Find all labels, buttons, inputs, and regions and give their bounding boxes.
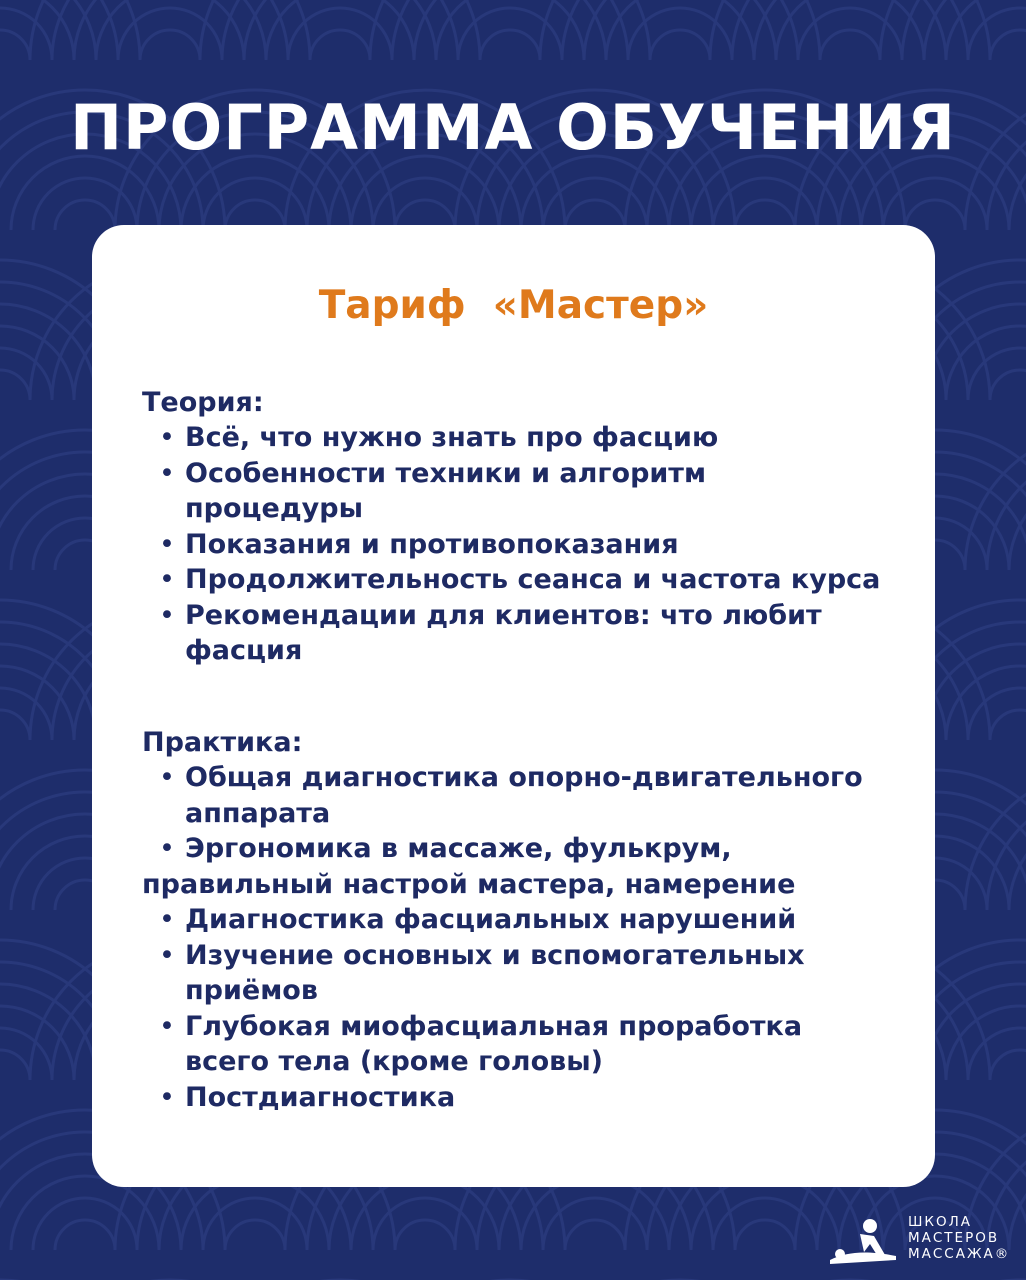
bullet-icon: • [159,939,175,971]
decorative-arc [968,1028,1026,1080]
decorative-arc [798,8,902,60]
decorative-arc [946,0,1026,60]
decorative-arc [55,200,115,230]
practice-list [142,760,922,1115]
decorative-arc [0,984,96,1080]
decorative-arc [628,8,732,60]
bullet-icon: • [159,599,175,631]
decorative-arc [924,644,1026,740]
decorative-arc [543,178,647,230]
decorative-arc [30,0,310,60]
decorative-arc [0,0,96,60]
decorative-arc [562,0,798,60]
decorative-arc [540,0,820,60]
decorative-arc [74,0,266,60]
list-item: • Всё, что нужно знать про фасцию [142,420,922,456]
bullet-icon: • [159,833,175,864]
decorative-arc [0,326,74,400]
decorative-arc [0,304,96,400]
decorative-arc [521,1176,669,1250]
decorative-arc [710,0,990,60]
decorative-arc [480,30,540,60]
decorative-arc [0,1006,74,1080]
decorative-arc [990,30,1026,60]
decorative-arc [244,0,436,60]
bullet-icon: • [159,528,175,560]
decorative-arc [0,666,74,740]
list-item: • Диагностика фасциальных нарушений [142,902,922,938]
decorative-arc [732,0,968,60]
decorative-arc [861,156,1009,230]
decorative-arc [96,0,244,60]
decorative-arc [0,0,140,60]
decorative-arc [0,710,30,740]
program-card [92,225,935,1187]
decorative-arc [222,0,458,60]
decorative-arc [924,0,1026,60]
list-item: • Постдиагностика [142,1080,922,1116]
list-item: • Общая диагностика опорно-двигательного аппарата [159,762,863,829]
decorative-arc [33,1198,137,1250]
decorative-arc [691,1176,839,1250]
decorative-arc [55,1220,115,1250]
bullet-icon: • [159,1010,175,1042]
list-item: • Продолжительность сеанса и частота курса [142,562,922,598]
decorative-arc [181,1176,329,1250]
logo-text: ШКОЛА МАСТЕРОВ МАССАЖА® [908,1214,1011,1262]
decorative-arc [880,0,1026,60]
decorative-arc [0,0,118,60]
decorative-arc [883,178,987,230]
decorative-arc [310,30,370,60]
decorative-arc [351,156,499,230]
decorative-arc [288,8,392,60]
decorative-arc [987,792,1026,910]
decorative-arc [713,178,817,230]
theory-heading: Теория: [142,387,264,418]
decorative-arc [776,0,924,60]
decorative-arc [606,0,754,60]
bullet-icon: • [159,762,175,793]
decorative-arc [203,178,307,230]
list-item: • Глубокая миофасциальная проработка всего тела (кроме головы) [159,1010,803,1077]
list-item: • Эргономика в массаже, фулькрум, правильный настрой мастера, намерение [142,833,796,900]
decorative-arc [0,1050,30,1080]
decorative-arc [968,348,1026,400]
decorative-arc [0,1028,52,1080]
bullet-icon: • [159,1081,175,1113]
decorative-arc [691,156,839,230]
list-item: • Показания и противопоказания [142,527,922,563]
decorative-arc [0,8,52,60]
decorative-arc [902,0,1026,60]
bullet-icon: • [159,904,175,935]
decorative-arc [584,0,776,60]
decorative-arc [965,430,1026,570]
decorative-arc [392,0,628,60]
decorative-arc [33,178,137,230]
decorative-arc [924,304,1026,400]
tariff-title: Тариф «Мастер» [318,283,709,328]
school-logo [826,1212,1016,1272]
decorative-arc [0,30,30,60]
decorative-arc [0,644,96,740]
decorative-arc [987,452,1026,570]
decorative-arc [52,0,288,60]
decorative-arc [266,0,414,60]
bullet-icon: • [159,422,175,453]
practice-heading: Практика: [142,727,303,758]
decorative-arc [395,1220,455,1250]
decorative-arc [436,0,584,60]
bullet-icon: • [159,564,175,595]
decorative-arc [565,1220,625,1250]
decorative-arc [946,1006,1026,1080]
decorative-arc [1009,474,1026,570]
decorative-arc [990,1050,1026,1080]
decorative-arc [373,1198,477,1250]
decorative-arc [905,200,965,230]
decorative-arc [11,1176,159,1250]
decorative-arc [0,370,30,400]
massage-logo-icon [826,1216,900,1268]
decorative-arc [11,156,159,230]
decorative-arc [820,30,880,60]
decorative-arc [370,0,650,60]
decorative-arc [0,688,52,740]
decorative-arc [968,688,1026,740]
decorative-arc [140,30,200,60]
decorative-arc [181,156,329,230]
decorative-arc [203,1198,307,1250]
decorative-arc [965,770,1026,910]
list-item: • Изучение основных и вспомогательных приёмов [159,939,805,1006]
decorative-arc [1009,814,1026,910]
list-item: • Особенности техники и алгоритм процедуры [159,457,707,524]
decorative-arc [351,1176,499,1250]
decorative-arc [713,1198,817,1250]
decorative-arc [990,710,1026,740]
decorative-arc [521,156,669,230]
decorative-arc [650,30,710,60]
decorative-arc [0,348,52,400]
decorative-arc [735,1220,795,1250]
decorative-arc [543,1198,647,1250]
decorative-arc [118,8,222,60]
page-title: ПРОГРАММА ОБУЧЕНИЯ [70,91,956,164]
list-item: • Рекомендации для клиентов: что любит фасция [159,599,822,666]
decorative-arc [990,370,1026,400]
decorative-arc [225,1220,285,1250]
decorative-arc [458,8,562,60]
decorative-arc [754,0,946,60]
decorative-arc [946,326,1026,400]
decorative-arc [373,178,477,230]
bullet-icon: • [159,457,175,489]
decorative-arc [0,0,74,60]
decorative-arc [924,984,1026,1080]
decorative-arc [968,8,1026,60]
decorative-arc [200,0,480,60]
decorative-arc [946,666,1026,740]
theory-list [142,420,922,669]
decorative-arc [414,0,606,60]
